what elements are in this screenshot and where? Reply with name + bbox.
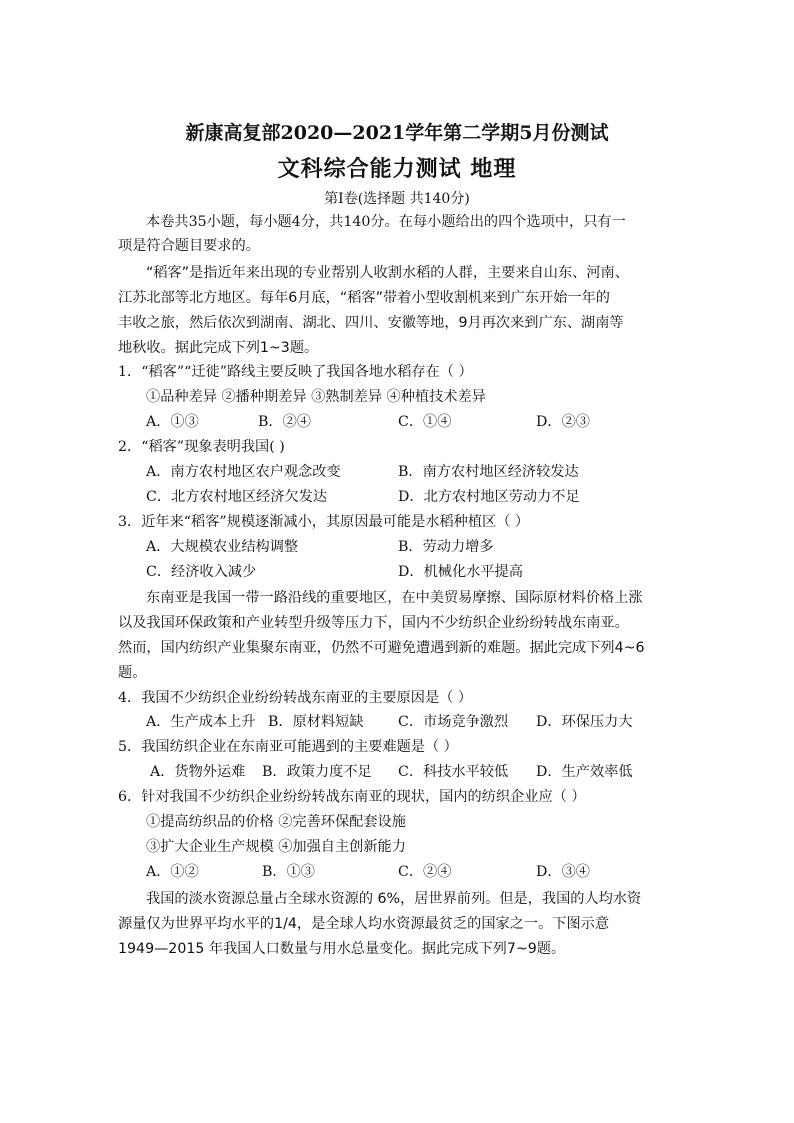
question-4-option-c[interactable]: C．市场竞争激烈 [398,714,509,730]
passage3-line-1: 我国的淡水资源总量占全球水资源的 6%，居世界前列。但是，我国的人均水资 [146,891,642,907]
question-6-stem: 6．针对我国不少纺织企业纷纷转战东南亚的现状，国内的纺织企业应（ ） [118,789,586,805]
question-5-option-d[interactable]: D．生产效率低 [536,764,633,780]
question-3-option-c[interactable]: C．经济收入减少 [146,564,257,580]
question-3-option-d[interactable]: D．机械化水平提高 [398,564,523,580]
question-5-option-c[interactable]: C．科技水平较低 [398,764,509,780]
question-6-option-c[interactable]: C．②④ [398,864,452,880]
passage2-line-2: 以及我国环保政策和产业转型升级等压力下，国内不少纺织企业纷纷转战东南亚。 [118,615,629,631]
question-1-items: ①品种差异 ②播种期差异 ③熟制差异 ④种植技术差异 [146,389,486,405]
passage3-line-2: 源量仅为世界平均水平的1/4，是全球人均水资源最贫乏的国家之一。下图示意 [118,916,610,932]
question-1-option-c[interactable]: C．①④ [398,414,452,430]
passage1-line-3: 丰收之旅，然后依次到湖南、湖北、四川、安徽等地，9月再次来到广东、湖南等 [118,315,624,331]
question-2-option-a[interactable]: A．南方农村地区农户观念改变 [146,464,341,480]
question-3-option-a[interactable]: A．大规模农业结构调整 [146,539,299,555]
question-1-option-d[interactable]: D．②③ [536,414,590,430]
question-4-option-d[interactable]: D．环保压力大 [536,714,633,730]
question-6-items-2: ③扩大企业生产规模 ④加强自主创新能力 [146,839,406,855]
exam-title: 新康高复部2020—2021学年第二学期5月份测试 [185,122,609,144]
question-2-option-c[interactable]: C．北方农村地区经济欠发达 [146,489,328,505]
question-6-option-b[interactable]: B．①③ [262,864,315,880]
question-1-option-a[interactable]: A．①③ [146,414,199,430]
section-title: 第Ⅰ卷(选择题 共140分) [324,191,470,207]
passage2-line-1: 东南亚是我国一带一路沿线的重要地区，在中美贸易摩擦、国际原材料价格上涨 [146,590,643,606]
question-2-option-b[interactable]: B．南方农村地区经济较发达 [398,464,579,480]
passage2-line-4: 题。 [118,665,147,681]
question-3-option-b[interactable]: B．劳动力增多 [398,539,494,555]
question-2-stem: 2．“稻客”现象表明我国( ) [118,439,285,455]
passage1-line-4: 地秋收。据此完成下列1~3题。 [118,340,319,356]
passage1-line-2: 江苏北部等北方地区。每年6月底，“稻客”带着小型收割机来到广东开始一年的 [118,290,610,306]
question-4-stem: 4．我国不少纺织企业纷纷转战东南亚的主要原因是（ ） [118,690,473,706]
exam-subtitle: 文科综合能力测试 地理 [277,156,517,182]
question-6-option-d[interactable]: D．③④ [536,864,590,880]
question-2-option-d[interactable]: D．北方农村地区劳动力不足 [398,489,580,505]
question-6-items-1: ①提高纺织品的价格 ②完善环保配套设施 [146,814,406,830]
question-1-stem: 1．“稻客”“迁徙”路线主要反映了我国各地水稻存在（ ） [118,364,473,380]
question-5-stem: 5．我国纺织企业在东南亚可能遇到的主要难题是（ ） [118,739,458,755]
question-5-option-a[interactable]: A．货物外运难 [150,764,246,780]
question-5-option-b[interactable]: B．政策力度不足 [262,764,372,780]
question-1-option-b[interactable]: B．②④ [258,414,311,430]
passage1-line-1: “稻客”是指近年来出现的专业帮别人收割水稻的人群，主要来自山东、河南、 [146,265,629,281]
question-4-option-b[interactable]: B．原材料短缺 [268,714,364,730]
passage2-line-3: 然而，国内纺织产业集聚东南亚，仍然不可避免遭遇到新的难题。据此完成下列4~6 [118,640,645,656]
intro-line-2: 项是符合题目要求的。 [118,238,260,254]
question-3-stem: 3．近年来“稻客”规模逐渐减小，其原因最可能是水稻种植区（ ） [118,514,530,530]
question-6-option-a[interactable]: A．①② [146,864,199,880]
passage3-line-3: 1949—2015 年我国人口数量与用水总量变化。据此完成下列7~9题。 [118,941,566,957]
question-4-option-a[interactable]: A．生产成本上升 [146,714,256,730]
intro-line-1: 本卷共35小题，每小题4分，共140分。在每小题给出的四个选项中，只有一 [146,214,626,230]
